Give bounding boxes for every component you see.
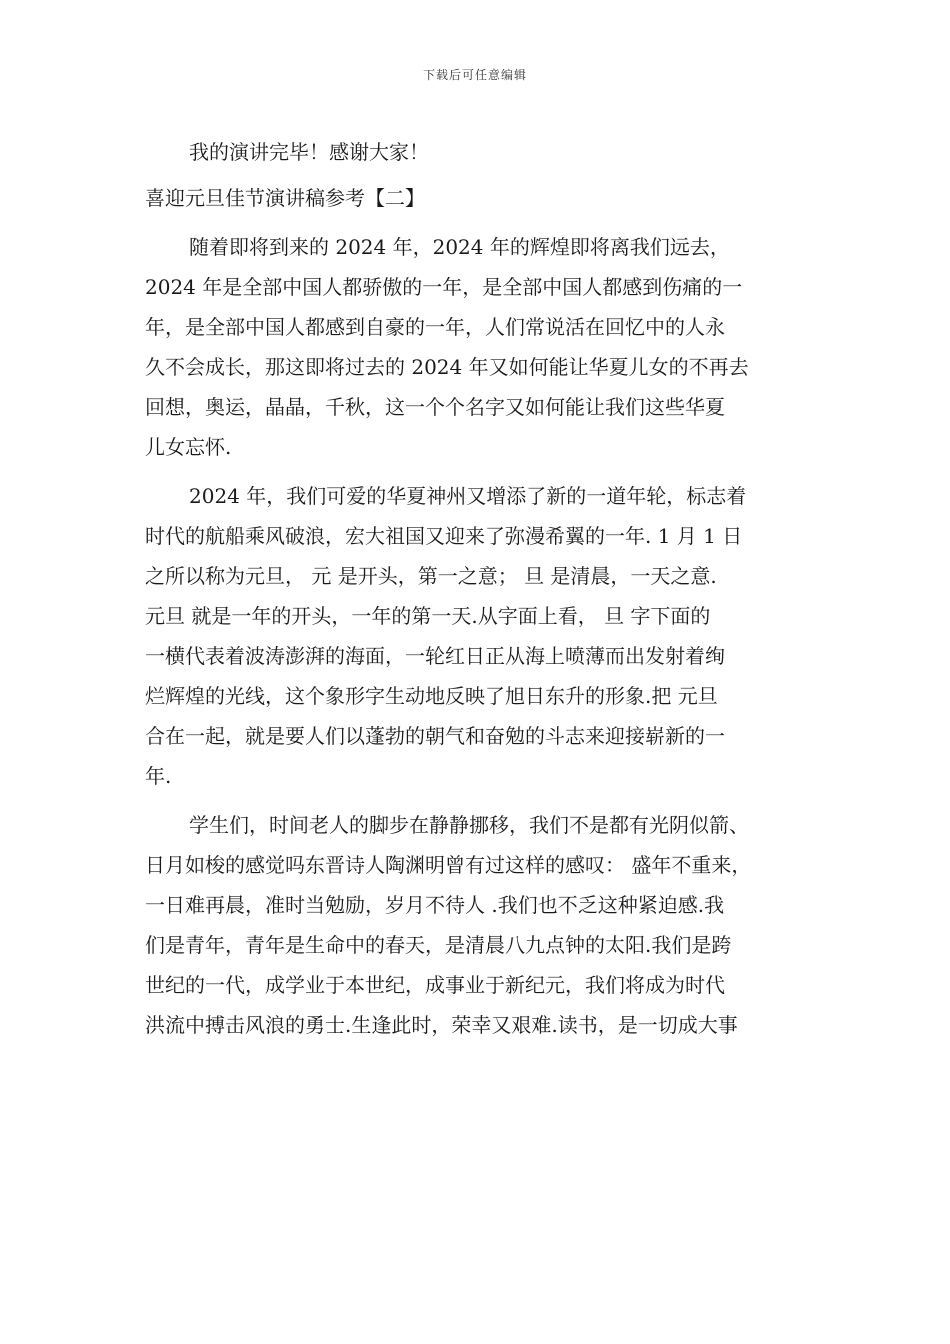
paragraph-line: 随着即将到来的 2024 年，2024 年的辉煌即将离我们远去， <box>189 235 730 259</box>
paragraph-line: 回想，奥运，晶晶，千秋，这一个个名字又如何能让我们这些华夏 <box>145 395 725 419</box>
paragraph-line: 年，是全部中国人都感到自豪的一年，人们常说活在回忆中的人永 <box>145 315 725 339</box>
paragraph-line: 时代的航船乘风破浪，宏大祖国又迎来了弥漫希翼的一年. 1 月 1 日 <box>145 524 743 548</box>
paragraph-line: 烂辉煌的光线，这个象形字生动地反映了旭日东升的形象.把 元旦 <box>145 684 718 708</box>
paragraph-line: 世纪的一代，成学业于本世纪，成事业于新纪元，我们将成为时代 <box>145 973 725 997</box>
paragraph-line: 元旦 就是一年的开头，一年的第一天.从字面上看， 旦 字下面的 <box>145 604 711 628</box>
paragraph-line: 洪流中搏击风浪的勇士.生逢此时，荣幸又艰难.读书，是一切成大事 <box>145 1013 738 1037</box>
closing-line: 我的演讲完毕！感谢大家！ <box>189 140 429 164</box>
paragraph-2 <box>145 476 825 796</box>
paragraph-1 <box>145 227 825 467</box>
section-title: 喜迎元旦佳节演讲稿参考【二】 <box>145 186 425 210</box>
paragraph-line: 儿女忘怀. <box>145 435 232 459</box>
paragraph-line: 年. <box>145 764 172 788</box>
paragraph-line: 一日难再晨，准时当勉励，岁月不待人 .我们也不乏这种紧迫感.我 <box>145 893 725 917</box>
page-header: 下载后可任意编辑 <box>422 68 527 82</box>
paragraph-line: 2024 年，我们可爱的华夏神州又增添了新的一道年轮，标志着 <box>189 484 747 508</box>
paragraph-line: 之所以称为元旦， 元 是开头，第一之意； 旦 是清晨，一天之意. <box>145 564 717 588</box>
paragraph-line: 们是青年，青年是生命中的春天，是清晨八九点钟的太阳.我们是跨 <box>145 933 732 957</box>
document-body <box>145 132 825 1045</box>
paragraph-3 <box>145 805 825 1045</box>
paragraph-line: 久不会成长，那这即将过去的 2024 年又如何能让华夏儿女的不再去 <box>145 355 749 379</box>
paragraph-line: 学生们，时间老人的脚步在静静挪移，我们不是都有光阴似箭、 <box>189 813 749 837</box>
paragraph-line: 日月如梭的感觉吗东晋诗人陶渊明曾有过这样的感叹： 盛年不重来， <box>145 853 752 877</box>
paragraph-line: 一横代表着波涛澎湃的海面，一轮红日正从海上喷薄而出发射着绚 <box>145 644 725 668</box>
paragraph-line: 2024 年是全部中国人都骄傲的一年，是全部中国人都感到伤痛的一 <box>145 275 743 299</box>
paragraph-line: 合在一起，就是要人们以蓬勃的朝气和奋勉的斗志来迎接崭新的一 <box>145 724 725 748</box>
